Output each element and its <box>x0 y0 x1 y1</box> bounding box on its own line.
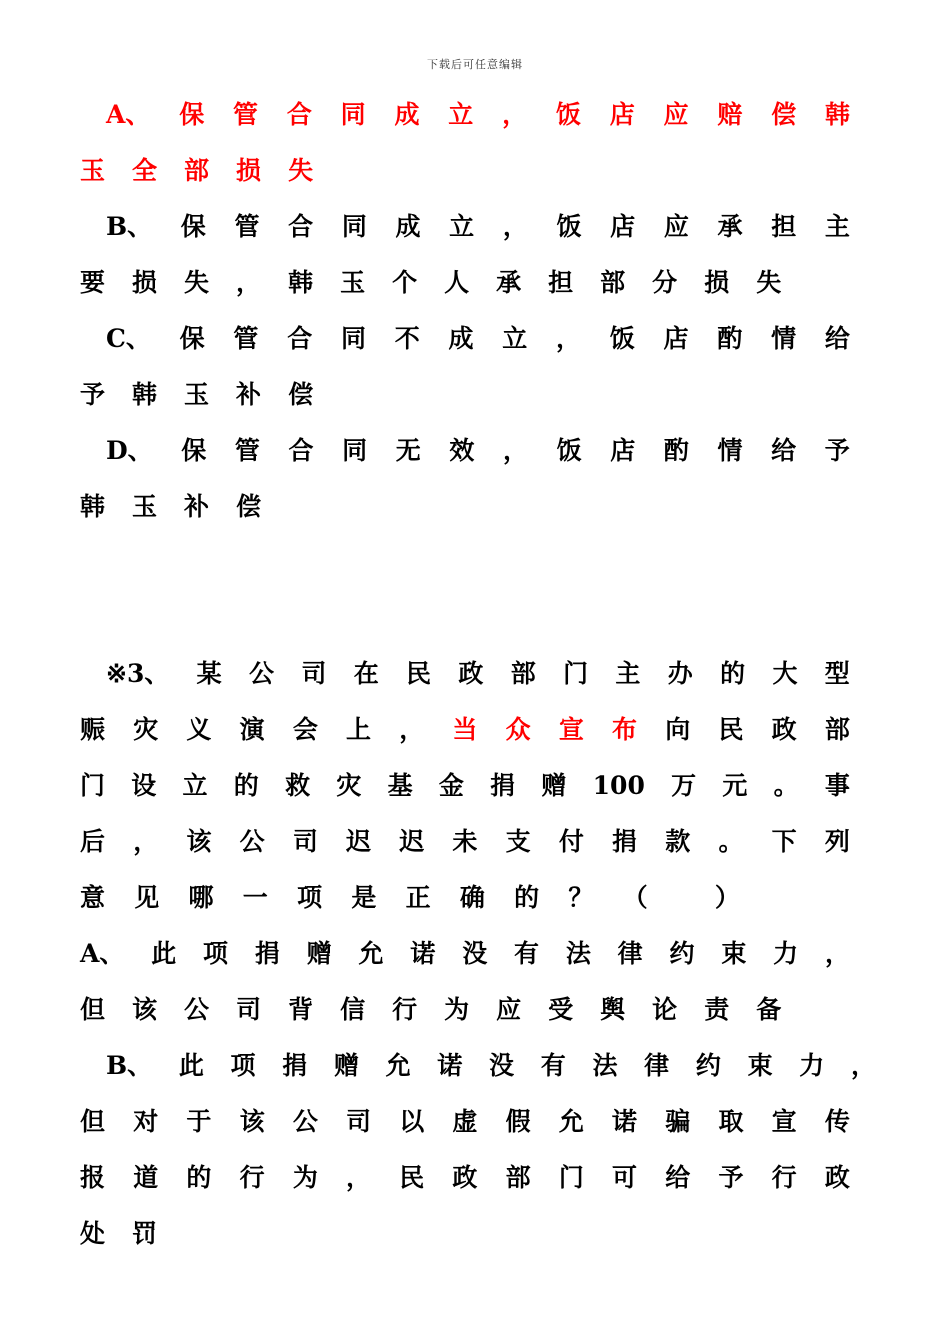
question3-option-b-line-4: 处 罚 <box>80 1219 158 1248</box>
highlight-char: 当 <box>452 715 478 744</box>
question3-stem-line-5: 意 见 哪 一 项 是 正 确 的 ？ （ ） <box>80 883 740 912</box>
question3-stem-line-3: 门 设 立 的 救 灾 基 金 捐 赠 100 万 元 。 事 <box>80 771 850 800</box>
option-c-label: C、 <box>106 324 151 353</box>
question3-stem-line-4: 后 ， 该 公 司 迟 迟 未 支 付 捐 款 。 下 列 <box>80 827 850 856</box>
option-b-line-1: B、 保 管 合 同 成 立 ， 饭 店 应 承 担 主 <box>106 209 850 245</box>
question3-option-b-line-1: B、 此 项 捐 赠 允 诺 没 有 法 律 约 束 力 ， <box>106 1048 876 1084</box>
option-b-label: B、 <box>106 212 153 241</box>
page-header: 下载后可任意编辑 <box>427 58 523 71</box>
question3-option-a-label: A、 <box>80 939 125 968</box>
option-c-line-2: 予 韩 玉 补 偿 <box>80 380 314 409</box>
question3-option-b-label: B、 <box>106 1051 153 1080</box>
question3-stem-line-1: ※3、 某 公 司 在 民 政 部 门 主 办 的 大 型 <box>106 659 850 688</box>
option-a-line-2: 玉 全 部 损 失 <box>80 156 314 185</box>
option-a-label: A、 <box>106 100 151 129</box>
option-a-line-1: A、 保 管 合 同 成 立 ， 饭 店 应 赔 偿 韩 <box>106 97 850 133</box>
question3-option-b-line-2: 但 对 于 该 公 司 以 虚 假 允 诺 骗 取 宣 传 <box>80 1107 850 1136</box>
option-c-line-1: C、 保 管 合 同 不 成 立 ， 饭 店 酌 情 给 <box>106 321 850 357</box>
option-d-line-1: D、 保 管 合 同 无 效 ， 饭 店 酌 情 给 予 <box>106 433 850 469</box>
option-d-line-2: 韩 玉 补 偿 <box>80 492 262 521</box>
question3-stem-line-2: 赈 灾 义 演 会 上 ， 当 众 宣 布 向 民 政 部 <box>80 712 850 748</box>
option-d-label: D、 <box>106 436 153 465</box>
question3-option-a-line-1: A、 此 项 捐 赠 允 诺 没 有 法 律 约 束 力 ， <box>80 936 850 972</box>
question3-option-b-line-3: 报 道 的 行 为 ， 民 政 部 门 可 给 予 行 政 <box>80 1163 850 1192</box>
question3-option-a-line-2: 但 该 公 司 背 信 行 为 应 受 舆 论 责 备 <box>80 995 782 1024</box>
option-b-line-2: 要 损 失 ， 韩 玉 个 人 承 担 部 分 损 失 <box>80 268 782 297</box>
